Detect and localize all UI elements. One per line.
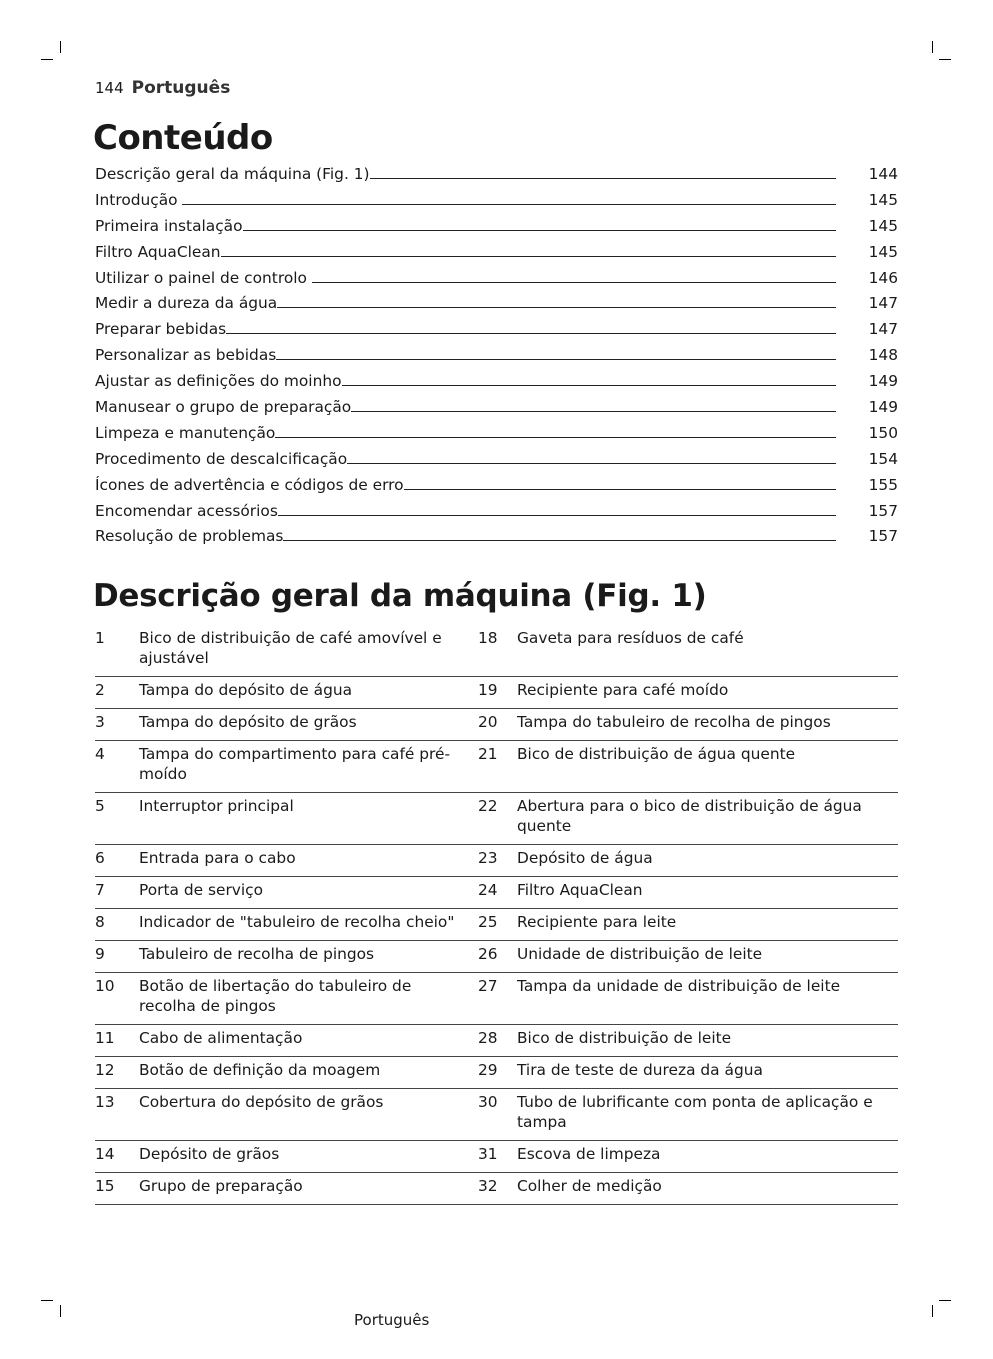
crop-mark	[41, 1300, 53, 1301]
section-title: Descrição geral da máquina (Fig. 1)	[93, 578, 707, 614]
toc-leader	[275, 437, 836, 438]
part-number: 19	[478, 681, 498, 699]
part-number: 18	[478, 629, 498, 647]
toc-entry-label: Filtro AquaClean	[95, 242, 221, 261]
table-row	[95, 1141, 898, 1173]
toc-entry-label: Ajustar as definições do moinho	[95, 372, 342, 391]
table-row	[95, 1173, 898, 1205]
part-number: 15	[95, 1177, 115, 1195]
toc-entry[interactable]	[95, 215, 898, 241]
toc-leader	[277, 307, 836, 308]
toc-entry[interactable]	[95, 189, 898, 215]
part-cell	[478, 793, 898, 844]
part-cell	[478, 973, 898, 1024]
part-cell	[478, 1089, 898, 1140]
toc-entry-page: 148	[868, 346, 898, 365]
toc-leader	[243, 230, 836, 231]
part-name: Tubo de lubrificante com ponta de aplicação e tampa	[517, 1093, 873, 1131]
toc-leader	[276, 359, 836, 360]
part-cell	[95, 1173, 478, 1204]
toc-entry-page: 145	[868, 242, 898, 261]
page-header	[95, 78, 230, 98]
crop-mark	[60, 1305, 61, 1317]
toc-entry-label: Medir a dureza da água	[95, 294, 278, 313]
crop-mark	[932, 1305, 933, 1317]
part-cell	[95, 625, 478, 676]
part-name: Bico de distribuição de café amovível e ajustável	[139, 629, 442, 667]
part-cell	[478, 1025, 898, 1056]
part-cell	[95, 1141, 478, 1172]
crop-mark	[939, 1300, 951, 1301]
crop-mark	[60, 41, 61, 53]
toc-entry[interactable]	[95, 163, 898, 189]
part-name: Porta de serviço	[139, 881, 264, 899]
part-cell	[95, 877, 478, 908]
toc-entry-label: Manusear o grupo de preparação	[95, 398, 352, 417]
table-row	[95, 793, 898, 845]
toc-leader	[226, 333, 836, 334]
part-name: Tampa do tabuleiro de recolha de pingos	[517, 713, 831, 731]
part-number: 13	[95, 1093, 115, 1111]
part-cell	[478, 941, 898, 972]
toc-entry-label: Preparar bebidas	[95, 320, 227, 339]
toc-leader	[312, 282, 836, 283]
toc-entry-page: 157	[868, 501, 898, 520]
part-cell	[95, 909, 478, 940]
toc-entry-page: 149	[868, 372, 898, 391]
toc-entry-label: Encomendar acessórios	[95, 501, 278, 520]
table-row	[95, 741, 898, 793]
part-cell	[95, 941, 478, 972]
toc-entry-page: 155	[868, 475, 898, 494]
parts-table	[95, 625, 898, 1205]
part-name: Entrada para o cabo	[139, 849, 296, 867]
part-cell	[95, 845, 478, 876]
part-name: Tampa do compartimento para café pré-moído	[139, 745, 451, 783]
part-name: Tampa do depósito de água	[139, 681, 353, 699]
part-number: 25	[478, 913, 498, 931]
toc-leader	[347, 463, 836, 464]
toc-entry[interactable]	[95, 396, 898, 422]
part-name: Tabuleiro de recolha de pingos	[139, 945, 375, 963]
toc-entry-label: Procedimento de descalcificação	[95, 449, 348, 468]
part-number: 11	[95, 1029, 115, 1047]
part-name: Abertura para o bico de distribuição de água quente	[517, 797, 862, 835]
part-name: Cobertura do depósito de grãos	[139, 1093, 384, 1111]
toc-entry[interactable]	[95, 474, 898, 500]
part-name: Unidade de distribuição de leite	[517, 945, 763, 963]
toc-entry[interactable]	[95, 448, 898, 474]
toc-entry-page: 145	[868, 216, 898, 235]
toc-leader	[404, 489, 836, 490]
part-number: 5	[95, 797, 105, 815]
table-row	[95, 909, 898, 941]
part-name: Tampa do depósito de grãos	[139, 713, 357, 731]
part-number: 1	[95, 629, 105, 647]
toc-leader	[342, 385, 836, 386]
table-of-contents	[95, 163, 898, 551]
part-name: Depósito de água	[517, 849, 653, 867]
part-cell	[478, 1141, 898, 1172]
part-cell	[95, 973, 478, 1024]
part-number: 24	[478, 881, 498, 899]
part-name: Recipiente para leite	[517, 913, 677, 931]
toc-entry[interactable]	[95, 292, 898, 318]
toc-entry-page: 157	[868, 527, 898, 546]
toc-entry[interactable]	[95, 241, 898, 267]
table-row	[95, 1057, 898, 1089]
part-cell	[478, 845, 898, 876]
part-cell	[478, 741, 898, 792]
crop-mark	[41, 59, 53, 60]
part-number: 6	[95, 849, 105, 867]
part-number: 28	[478, 1029, 498, 1047]
part-number: 23	[478, 849, 498, 867]
part-name: Filtro AquaClean	[517, 881, 643, 899]
toc-entry-label: Ícones de advertência e códigos de erro	[95, 475, 404, 494]
part-name: Depósito de grãos	[139, 1145, 280, 1163]
toc-entry[interactable]	[95, 422, 898, 448]
part-number: 30	[478, 1093, 498, 1111]
part-name: Botão de definição da moagem	[139, 1061, 381, 1079]
part-cell	[478, 677, 898, 708]
toc-entry-label: Introdução	[95, 190, 183, 209]
toc-entry[interactable]	[95, 525, 898, 551]
part-cell	[95, 677, 478, 708]
table-row	[95, 1089, 898, 1141]
part-cell	[478, 909, 898, 940]
toc-leader	[278, 515, 836, 516]
toc-leader	[182, 204, 836, 205]
toc-entry[interactable]	[95, 500, 898, 526]
toc-entry-page: 145	[868, 190, 898, 209]
part-name: Botão de libertação do tabuleiro de recolha de pingos	[139, 977, 412, 1015]
toc-entry[interactable]	[95, 318, 898, 344]
part-number: 7	[95, 881, 105, 899]
part-name: Bico de distribuição de leite	[517, 1029, 732, 1047]
part-number: 32	[478, 1177, 498, 1195]
part-name: Colher de medição	[517, 1177, 662, 1195]
part-name: Recipiente para café moído	[517, 681, 729, 699]
toc-entry-label: Descrição geral da máquina (Fig. 1)	[95, 165, 370, 183]
toc-entry-label: Resolução de problemas	[95, 527, 284, 546]
part-cell	[478, 1173, 898, 1204]
table-row	[95, 877, 898, 909]
part-name: Grupo de preparação	[139, 1177, 303, 1195]
toc-entry-label: Utilizar o painel de controlo	[95, 268, 312, 287]
part-cell	[95, 1025, 478, 1056]
part-number: 31	[478, 1145, 498, 1163]
header-language: Português	[131, 78, 231, 98]
part-cell	[95, 1089, 478, 1140]
toc-entry-page: 147	[868, 320, 898, 339]
toc-entry-page: 144	[868, 165, 898, 183]
part-cell	[478, 709, 898, 740]
part-name: Cabo de alimentação	[139, 1029, 303, 1047]
toc-entry-page: 146	[868, 268, 898, 287]
part-number: 12	[95, 1061, 115, 1079]
part-number: 27	[478, 977, 498, 995]
page-footer: Português	[354, 1311, 430, 1329]
part-number: 9	[95, 945, 105, 963]
toc-entry-page: 150	[868, 423, 898, 442]
part-number: 10	[95, 977, 115, 995]
part-number: 14	[95, 1145, 115, 1163]
table-row	[95, 677, 898, 709]
part-cell	[95, 741, 478, 792]
toc-leader	[370, 178, 836, 179]
part-name: Tira de teste de dureza da água	[517, 1061, 763, 1079]
part-number: 20	[478, 713, 498, 731]
part-cell	[478, 625, 898, 676]
table-row	[95, 973, 898, 1025]
table-row	[95, 941, 898, 973]
part-number: 26	[478, 945, 498, 963]
toc-entry-page: 149	[868, 398, 898, 417]
part-cell	[95, 709, 478, 740]
toc-entry-label: Primeira instalação	[95, 216, 243, 235]
table-row	[95, 625, 898, 677]
part-name: Gaveta para resíduos de café	[517, 629, 744, 647]
table-row	[95, 845, 898, 877]
part-name: Escova de limpeza	[517, 1145, 661, 1163]
part-number: 21	[478, 745, 498, 763]
part-cell	[478, 1057, 898, 1088]
toc-title: Conteúdo	[93, 118, 273, 158]
table-row	[95, 709, 898, 741]
toc-entry-label: Personalizar as bebidas	[95, 346, 277, 365]
part-name: Tampa da unidade de distribuição de leite	[517, 977, 841, 995]
part-number: 8	[95, 913, 105, 931]
toc-entry[interactable]	[95, 370, 898, 396]
part-number: 22	[478, 797, 498, 815]
part-name: Interruptor principal	[139, 797, 294, 815]
part-number: 29	[478, 1061, 498, 1079]
toc-entry-page: 154	[868, 449, 898, 468]
part-name: Bico de distribuição de água quente	[517, 745, 796, 763]
part-cell	[95, 793, 478, 844]
toc-entry-page: 147	[868, 294, 898, 313]
toc-leader	[351, 411, 836, 412]
toc-leader	[283, 540, 836, 541]
table-row	[95, 1025, 898, 1057]
toc-entry[interactable]	[95, 344, 898, 370]
part-number: 3	[95, 713, 105, 731]
part-cell	[478, 877, 898, 908]
crop-mark	[939, 59, 951, 60]
toc-entry[interactable]	[95, 267, 898, 293]
part-number: 2	[95, 681, 105, 699]
crop-mark	[932, 41, 933, 53]
toc-entry-label: Limpeza e manutenção	[95, 423, 276, 442]
part-number: 4	[95, 745, 105, 763]
page-number: 144	[95, 79, 124, 97]
part-name: Indicador de "tabuleiro de recolha cheio"	[139, 913, 455, 931]
part-cell	[95, 1057, 478, 1088]
toc-leader	[221, 256, 836, 257]
